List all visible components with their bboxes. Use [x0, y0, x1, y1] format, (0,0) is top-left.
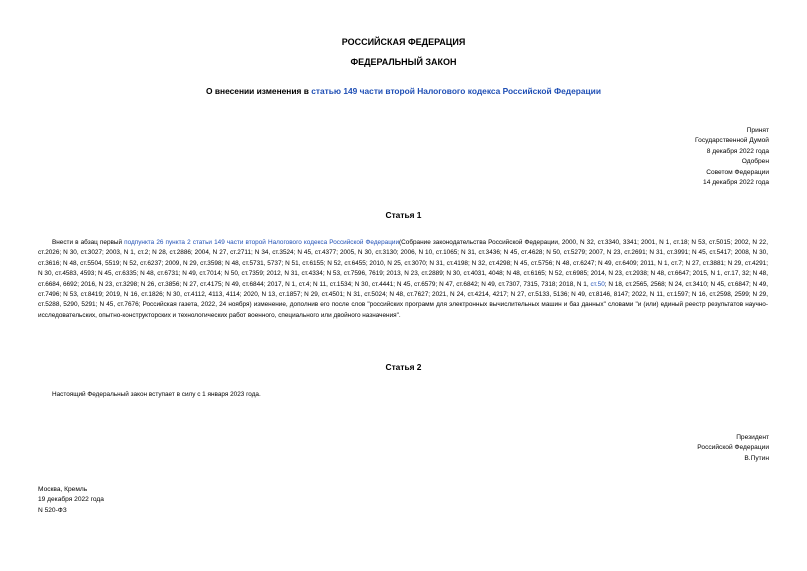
signature-line: Президент — [736, 434, 769, 441]
law-title — [0, 86, 807, 96]
article-2-heading: Статья 2 — [385, 362, 422, 372]
adoption-line: 8 декабря 2022 года — [706, 147, 769, 155]
article-1-suffix: ; N 18, ст.2565, 2568; N 24, ст.3410; N 45, ст.6847; N 49, ст.7496; N 53, ст.8419; 2019, N 16, ст.1826; N 30, ст.4112, 4113, 4114; 2020, N 13, ст.1857; N 29, ст.4501; N 31, ст.5024; N 48, ст.7627; 2021, N 24, ст.4214, 4217; N 27, ст.5133, 5136; N 49, ст.8146, 8147; 2022, N 11, ст.1597; N 16, ст.2598, 2599; N 29, ст.5288, 5290, 5291; N 45, ст.7676; Российская газета, 2022, 24 ноября) изменение, дополнив его после слов "российских программ для электронных вычислительных машин и баз данных" словами "и (или) единый реестр результатов научно-исследовательских, опытно-конструкторских и технологических работ военного, специального или двойного назначения". — [38, 280, 768, 319]
place-line: 19 декабря 2022 года — [38, 496, 104, 504]
adoption-line: Государственной Думой — [695, 137, 769, 145]
adoption-line: Одобрен — [741, 158, 769, 166]
law-title-prefix: О внесении изменения в — [206, 86, 312, 96]
article-2-text: Настоящий Федеральный закон вступает в силу с 1 января 2023 года. — [52, 391, 261, 398]
article-1-link-st50[interactable]: ст.50 — [590, 280, 605, 288]
adoption-line: Принят — [746, 127, 769, 134]
law-title-link[interactable]: статью 149 части второй Налогового кодекса Российской Федерации — [311, 86, 601, 96]
adoption-block — [695, 126, 769, 188]
article-1-text — [38, 238, 768, 321]
signature-block — [697, 433, 769, 464]
signature-line: В.Путин — [744, 454, 769, 462]
article-1-middle: (Собрание законодательства Российской Федерации, 2000, N 32, ст.3340, 3341; 2001, N 1, ст.18; N 53, ст.5015; 2002, N 22, ст.2026; N 30, ст.3027; 2003, N 1, ст.2; N 28, ст.2886; 2004, N 27, ст.2711; N 34, ст.3524; N 45, ст.4377; 2005, N 30, ст.3130; 2006, N 10, ст.1065; N 31, ст.3436; N 45, ст.4628; N 50, ст.5279; 2007, N 23, ст.2691; N 31, ст.3991; N 45, ст.5417; 2008, N 30, ст.3616; N 48, ст.5504, 5519; N 52, ст.6237; 2009, N 29, ст.3598; N 48, ст.5731, 5737; N 51, ст.6155; N 52, ст.6455; 2010, N 25, ст.3070; N 31, ст.4198; N 32, ст.4298; N 45, ст.5756; N 48, ст.6247; N 49, ст.6409; 2011, N 1, ст.7; N 27, ст.3881; N 29, ст.4291; N 30, ст.4583, 4593; N 45, ст.6335; N 48, ст.6731; N 49, ст.7014; N 50, ст.7359; 2012, N 31, ст.4334; N 53, ст.7596, 7619; 2013, N 23, ст.2889; N 30, ст.4031, 4048; N 48, ст.6165; N 52, ст.6985; 2014, N 23, ст.2938; N 48, ст.6647; 2015, N 1, ст.17, 32; N 48, ст.6684, 6692; 2016, N 23, ст.3298; N 26, ст.3856; N 27, ст.4175; N 49, ст.6844; 2017, N 1, ст.4; N 11, ст.1534; N 30, ст.4441; N 45, ст.6579; N 47, ст.6842; N 49, ст.7307, 7315, 7318; 2018, N 1, — [38, 239, 768, 288]
article-1-prefix: Внести в абзац первый — [52, 239, 125, 246]
law-type-heading: ФЕДЕРАЛЬНЫЙ ЗАКОН — [350, 57, 457, 67]
adoption-line: Советом Федерации — [706, 168, 769, 176]
signature-line: Российской Федерации — [697, 444, 769, 452]
adoption-line: 14 декабря 2022 года — [703, 179, 769, 187]
place-date-block — [38, 485, 104, 516]
article-1-heading: Статья 1 — [385, 210, 422, 220]
place-line: Москва, Кремль — [38, 486, 88, 493]
place-line: N 520-ФЗ — [38, 506, 67, 514]
federation-heading: РОССИЙСКАЯ ФЕДЕРАЦИЯ — [341, 37, 466, 47]
article-1-link-subparagraph[interactable]: подпункта 26 пункта 2 статьи 149 части второй Налогового кодекса Российской Федерации — [124, 239, 400, 246]
